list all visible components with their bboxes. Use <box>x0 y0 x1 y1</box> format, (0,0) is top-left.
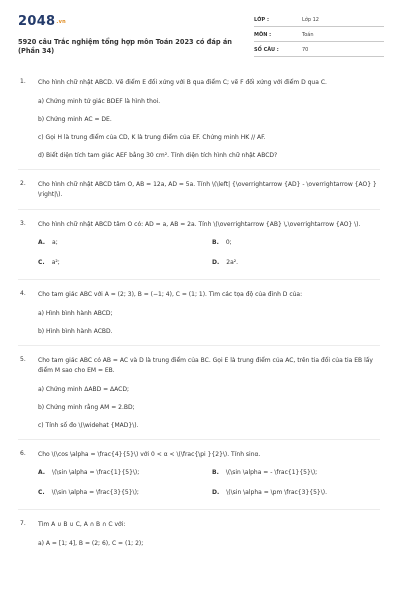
meta-value: Toán <box>302 32 314 38</box>
question-divider <box>18 279 380 280</box>
question-number: 7. <box>20 520 26 527</box>
meta-label: LỚP : <box>254 17 269 23</box>
question-number: 5. <box>20 356 26 363</box>
question-number: 3. <box>20 220 26 227</box>
question-text: Cho hình chữ nhật ABCD tâm O, AB = 12a, AD = 5a. Tính \(\left| {\overrightarrow {AD} - \overrightarrow {AO} } \right|\). <box>38 181 377 198</box>
option-key: B. <box>212 469 219 476</box>
sub-question: b) Hình bình hành ACBD. <box>38 328 113 335</box>
sub-question: a) Hình bình hành ABCD; <box>38 310 113 317</box>
answer-options-row <box>38 239 380 250</box>
answer-option-d[interactable] <box>212 489 327 496</box>
question-number: 6. <box>20 450 26 457</box>
option-text: a²; <box>51 259 60 266</box>
option-key: A. <box>38 239 46 246</box>
logo-suffix: .vn <box>56 19 67 25</box>
site-logo[interactable] <box>18 14 66 29</box>
option-key: A. <box>38 469 46 476</box>
answer-option-a[interactable] <box>38 239 58 246</box>
meta-row-class <box>254 12 384 27</box>
question-5 <box>20 356 380 430</box>
sub-question: c) Gọi H là trung điểm của CD, K là trung điểm của EF. Chứng minh HK // AF. <box>38 134 266 141</box>
question-text: Cho hình chữ nhật ABCD. Vẽ điểm E đối xứng với B qua điểm C; vẽ F đối xứng với điểm D qua C. <box>38 79 327 86</box>
meta-row-count <box>254 42 384 57</box>
logo-text: 2048 <box>18 14 56 29</box>
meta-value: Lớp 12 <box>302 17 319 23</box>
option-key: C. <box>38 259 45 266</box>
meta-label: SỐ CÂU : <box>254 47 279 53</box>
answer-option-d[interactable] <box>212 259 238 266</box>
question-divider <box>18 509 380 510</box>
sub-question: d) Biết diện tích tam giác AEF bằng 30 cm². Tính diện tích hình chữ nhật ABCD? <box>38 152 278 159</box>
answer-option-b[interactable] <box>212 469 317 476</box>
document-title: 5920 câu Trắc nghiệm tổng hợp môn Toán 2023 có đáp án (Phần 34) <box>18 38 233 55</box>
document-meta <box>254 12 384 57</box>
question-6 <box>20 450 380 500</box>
sub-question: a) Chứng minh ΔABD = ΔACD; <box>38 386 129 393</box>
question-7 <box>20 520 380 548</box>
sub-question: a) A = [1; 4], B = (2; 6), C = (1; 2); <box>38 540 144 547</box>
sub-question: a) Chứng minh tứ giác BDEF là hình thoi. <box>38 98 161 105</box>
question-number: 4. <box>20 290 26 297</box>
answer-options-row <box>38 489 380 500</box>
option-key: B. <box>212 239 219 246</box>
option-text: 0; <box>225 239 232 246</box>
meta-label: MÔN : <box>254 32 272 38</box>
option-key: D. <box>212 259 220 266</box>
answer-option-b[interactable] <box>212 239 232 246</box>
answer-option-a[interactable] <box>38 469 139 476</box>
answer-option-c[interactable] <box>38 259 60 266</box>
question-text: Cho \(\cos \alpha = \frac{4}{5}\) với 0 < α < \(\frac{\pi }{2}\). Tính sinα. <box>38 451 261 458</box>
option-text: 2a². <box>226 259 239 266</box>
option-key: C. <box>38 489 45 496</box>
question-number: 1. <box>20 78 26 85</box>
sub-question: b) Chứng minh AC = DE. <box>38 116 112 123</box>
question-divider <box>18 209 380 210</box>
sub-question: c) Tính số đo \(\widehat {MAD}\). <box>38 422 139 429</box>
question-divider <box>18 439 380 440</box>
option-text: \(\sin \alpha = - \frac{1}{5}\); <box>225 469 318 476</box>
question-text: Cho tam giác ABC với A = (2; 3), B = (−1; 4), C = (1; 1). Tìm các tọa độ của đỉnh D của: <box>38 291 303 298</box>
question-list <box>20 78 380 548</box>
question-text: Cho tam giác ABC có AB = AC và D là trung điểm của BC. Gọi E là trung điểm của AC, trên tia đối của tia EB lấy điểm M sao cho EM = EB. <box>38 357 373 374</box>
question-number: 2. <box>20 180 26 187</box>
meta-row-subject <box>254 27 384 42</box>
page-header <box>18 10 384 62</box>
question-2 <box>20 180 380 200</box>
question-divider <box>18 345 380 346</box>
sub-question: b) Chứng minh rằng AM = 2.BD; <box>38 404 135 411</box>
answer-options-row <box>38 259 380 270</box>
question-text: Cho hình chữ nhật ABCD tâm O có: AD = a, AB = 2a. Tính \(\overrightarrow {AB} \,\overrightarrow {AO} \). <box>38 221 361 228</box>
option-key: D. <box>212 489 220 496</box>
question-3 <box>20 220 380 270</box>
option-text: \(\sin \alpha = \frac{1}{5}\); <box>52 469 140 476</box>
answer-option-c[interactable] <box>38 489 139 496</box>
answer-options-row <box>38 469 380 480</box>
question-4 <box>20 290 380 336</box>
option-text: \(\sin \alpha = \frac{3}{5}\); <box>51 489 139 496</box>
option-text: \(\sin \alpha = \pm \frac{3}{5}\). <box>226 489 327 496</box>
question-divider <box>18 169 380 170</box>
question-1 <box>20 78 380 160</box>
meta-value: 70 <box>302 47 309 53</box>
question-text: Tìm A ∪ B ∪ C, A ∩ B ∩ C với: <box>38 521 126 528</box>
option-text: a; <box>52 239 58 246</box>
